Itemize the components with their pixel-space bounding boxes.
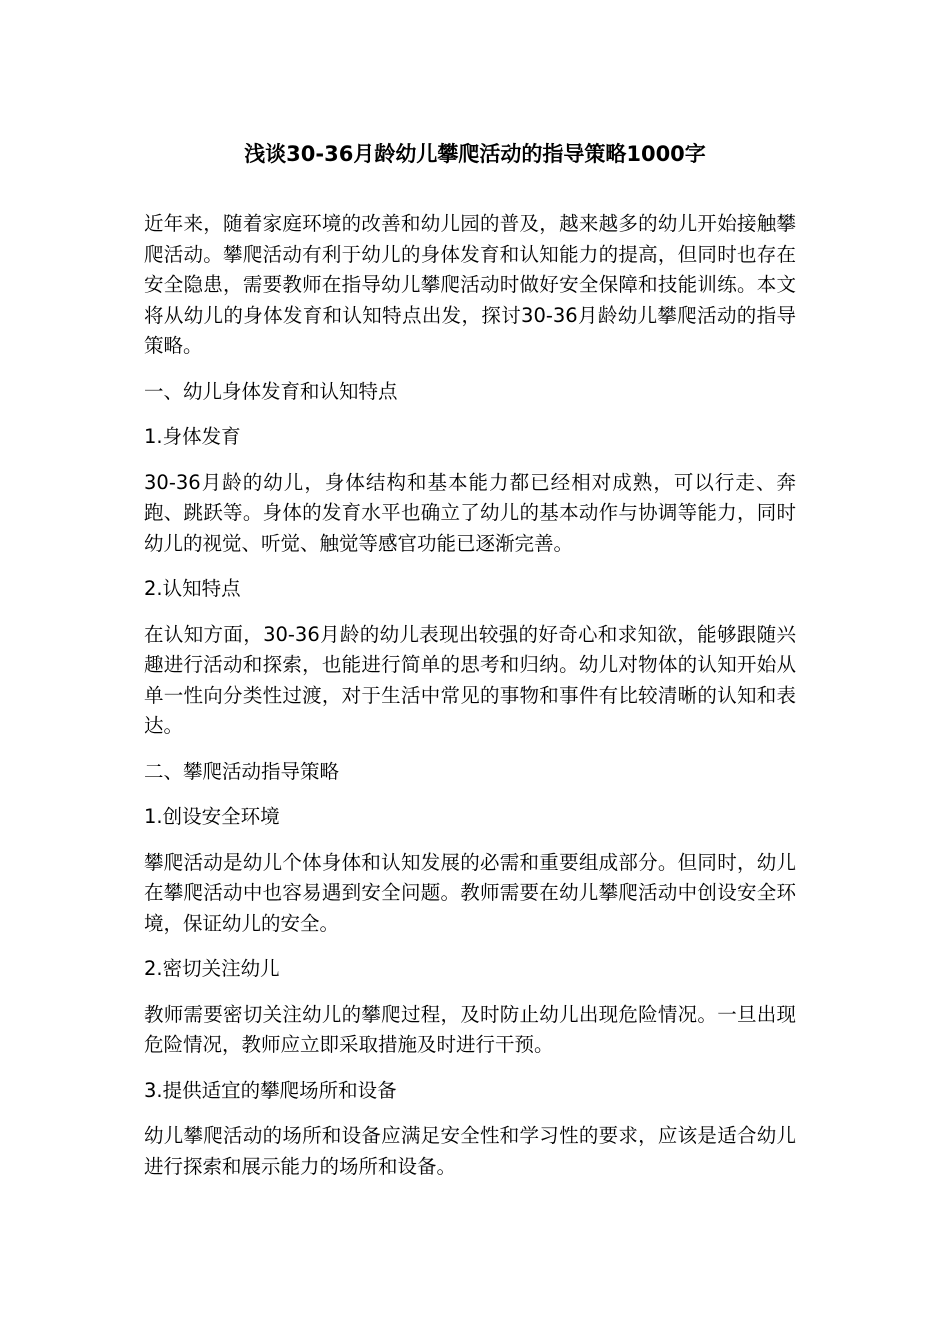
subsection-heading-1-1: 1.身体发育: [144, 425, 241, 448]
subsection-heading-1-2: 2.认知特点: [144, 577, 241, 600]
intro-paragraph: 近年来，随着家庭环境的改善和幼儿园的普及，越来越多的幼儿开始接触攀爬活动。攀爬活动有利于幼儿的身体发育和认知能力的提高，但同时也存在安全隐患，需要教师在指导幼儿攀爬活动时做好安全保障和技能训练。本文将从幼儿的身体发育和认知特点出发，探讨30-36月龄幼儿攀爬活动的指导策略。: [144, 212, 796, 357]
subsection-heading-2-1: 1.创设安全环境: [144, 805, 280, 828]
body-paragraph: 教师需要密切关注幼儿的攀爬过程，及时防止幼儿出现危险情况。一旦出现危险情况，教师应立即采取措施及时进行干预。: [144, 1002, 796, 1056]
body-paragraph: 30-36月龄的幼儿，身体结构和基本能力都已经相对成熟，可以行走、奔跑、跳跃等。身体的发育水平也确立了幼儿的基本动作与协调等能力，同时幼儿的视觉、听觉、触觉等感官功能已逐渐完善。: [144, 470, 796, 555]
subsection-heading-2-2: 2.密切关注幼儿: [144, 957, 280, 980]
section-heading-1: 一、幼儿身体发育和认知特点: [144, 379, 398, 403]
document-body: [144, 209, 796, 1197]
subsection-heading-2-3: 3.提供适宜的攀爬场所和设备: [144, 1078, 397, 1102]
document-title: 浅谈30-36月龄幼儿攀爬活动的指导策略1000字: [244, 142, 706, 166]
body-paragraph: 幼儿攀爬活动的场所和设备应满足安全性和学习性的要求，应该是适合幼儿进行探索和展示能力的场所和设备。: [144, 1124, 796, 1178]
section-heading-2: 二、攀爬活动指导策略: [144, 759, 340, 783]
body-paragraph: 攀爬活动是幼儿个体身体和认知发展的必需和重要组成部分。但同时，幼儿在攀爬活动中也容易遇到安全问题。教师需要在幼儿攀爬活动中创设安全环境，保证幼儿的安全。: [144, 850, 796, 935]
body-paragraph: 在认知方面，30-36月龄的幼儿表现出较强的好奇心和求知欲，能够跟随兴趣进行活动和探索，也能进行简单的思考和归纳。幼儿对物体的认知开始从单一性向分类性过渡，对于生活中常见的事物和事件有比较清晰的认知和表达。: [144, 622, 796, 737]
